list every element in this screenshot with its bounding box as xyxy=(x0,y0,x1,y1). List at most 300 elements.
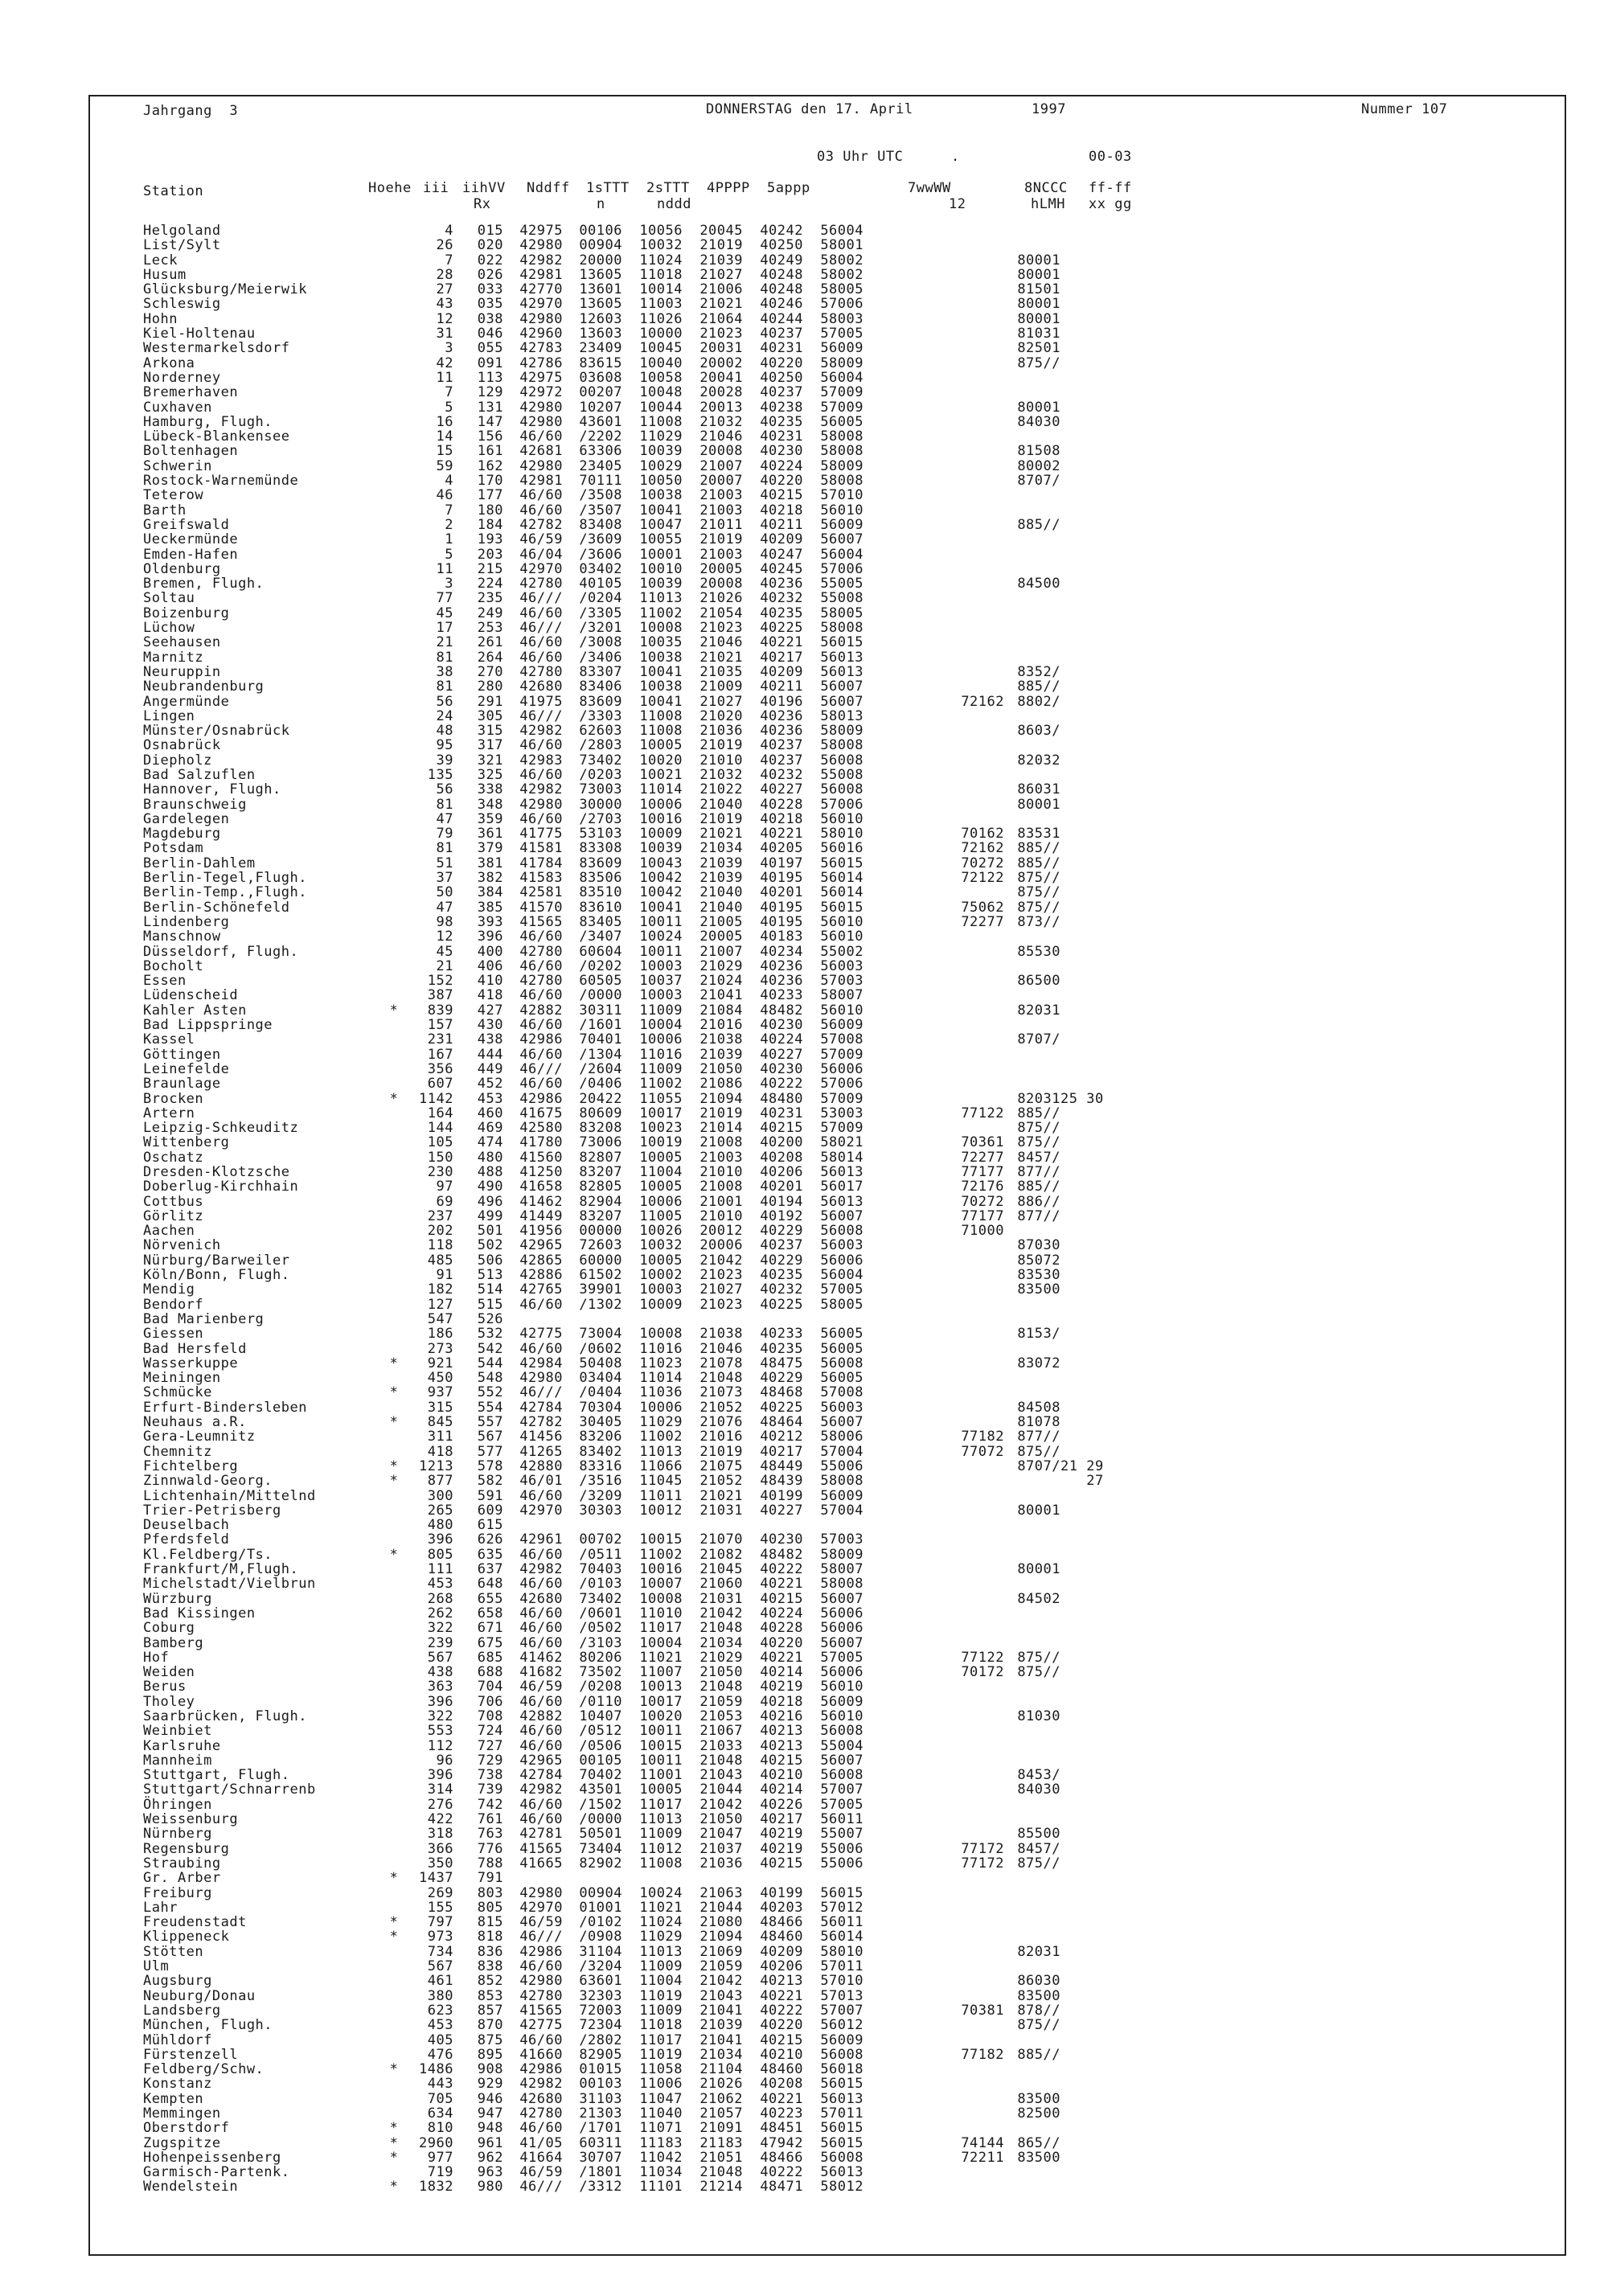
cloud-group xyxy=(1004,1915,1060,1929)
cloud-group xyxy=(1004,959,1060,974)
cloud-group: 886// xyxy=(1017,1193,1060,1210)
weather-group xyxy=(863,1782,1004,1797)
table-row xyxy=(143,1282,1125,1297)
station-index: 791 xyxy=(477,1870,503,1887)
temp-group: 11011 xyxy=(639,1487,683,1504)
weather-group xyxy=(863,238,1004,252)
temp-group: 10058 xyxy=(639,369,683,386)
col-5appp: 5appp xyxy=(767,180,810,196)
station-index: 742 xyxy=(477,1796,503,1813)
pressure-group: 40236 xyxy=(760,576,803,592)
station-index: 685 xyxy=(477,1649,503,1666)
iihvv-group: 42680 xyxy=(519,1590,563,1607)
iihvv-group: 41660 xyxy=(519,2046,563,2063)
gust-group xyxy=(1060,665,1125,679)
mountain-mark xyxy=(378,606,410,621)
cloud-group: 885// xyxy=(1017,679,1060,695)
nddff-group: 82904 xyxy=(579,1193,622,1210)
weather-group xyxy=(863,1518,1004,1532)
gust-group xyxy=(1060,341,1125,355)
station-name: Stuttgart/Schnarrenb xyxy=(143,1781,316,1798)
temp-group: 11040 xyxy=(639,2105,683,2122)
station-height: 623 xyxy=(427,2002,453,2019)
pressure-group: 40228 xyxy=(760,796,803,813)
table-row xyxy=(143,2003,1125,2018)
nddff-group: 53103 xyxy=(579,826,622,843)
weather-group: 74144 xyxy=(961,2134,1004,2151)
iihvv-group: 46/60 xyxy=(519,810,563,827)
weather-group xyxy=(863,2165,1004,2179)
dewpoint-group: 21007 xyxy=(699,943,743,960)
station-index: 015 xyxy=(477,223,503,239)
station-name: Wendelstein xyxy=(143,2179,239,2196)
nddff-group: 83402 xyxy=(579,1443,622,1460)
station-index: 838 xyxy=(477,1958,503,1975)
pressure-group: 48460 xyxy=(760,1929,803,1945)
tendency-group: 57005 xyxy=(820,1649,863,1666)
pressure-group: 40217 xyxy=(760,1443,803,1460)
tendency-group: 57004 xyxy=(820,1443,863,1460)
gust-group xyxy=(1060,1135,1125,1150)
cloud-group: 86030 xyxy=(1017,1973,1060,1990)
gust-group xyxy=(1060,812,1125,826)
cloud-group: 82501 xyxy=(1017,340,1060,357)
table-row xyxy=(143,1076,1125,1091)
temp-group: 10042 xyxy=(639,870,683,887)
station-name: Weinbiet xyxy=(143,1723,212,1740)
gust-group xyxy=(1060,1415,1125,1429)
tendency-group: 56008 xyxy=(820,2046,863,2063)
tendency-group: 56014 xyxy=(820,1929,863,1945)
mountain-mark xyxy=(378,974,410,988)
gust-group xyxy=(1060,253,1125,268)
dewpoint-group: 21046 xyxy=(699,428,743,445)
tendency-group: 57006 xyxy=(820,1076,863,1093)
gust-group xyxy=(1060,444,1125,458)
mountain-mark xyxy=(378,474,410,488)
gust-group xyxy=(1060,429,1125,444)
station-name: Bremen, Flugh. xyxy=(143,576,265,592)
station-index: 038 xyxy=(477,310,503,327)
cloud-group xyxy=(1004,1532,1060,1547)
gust-group xyxy=(1060,576,1125,591)
cloud-group: 877// xyxy=(1017,1164,1060,1180)
cloud-group: 83500 xyxy=(1017,2149,1060,2166)
temp-group: 11023 xyxy=(639,1355,683,1371)
station-height: 315 xyxy=(427,1399,453,1416)
gust-group xyxy=(1060,2077,1125,2091)
gust-group xyxy=(1060,2048,1125,2062)
cloud-group: 875// xyxy=(1017,1120,1060,1137)
nddff-group: 30303 xyxy=(579,1502,622,1519)
mountain-mark: * xyxy=(389,2120,399,2137)
gust-group xyxy=(1060,503,1125,518)
weather-group xyxy=(863,1798,1004,1812)
station-height: 2960 xyxy=(419,2134,453,2151)
station-index: 557 xyxy=(477,1414,503,1431)
tendency-group: 56015 xyxy=(820,855,863,871)
station-index: 836 xyxy=(477,1943,503,1960)
cloud-group xyxy=(1004,1695,1060,1709)
dewpoint-group: 21027 xyxy=(699,1281,743,1298)
tendency-group: 58007 xyxy=(820,1561,863,1578)
tendency-group: 56010 xyxy=(820,1708,863,1724)
dewpoint-group: 21214 xyxy=(699,2179,743,2196)
station-index: 548 xyxy=(477,1370,503,1387)
pressure-group: 40222 xyxy=(760,2164,803,2181)
temp-group: 10003 xyxy=(639,957,683,974)
tendency-group: 56010 xyxy=(820,502,863,519)
iihvv-group xyxy=(503,1312,563,1326)
station-name: Teterow xyxy=(143,487,204,504)
pressure-group: 48468 xyxy=(760,1384,803,1401)
tendency-group: 56010 xyxy=(820,929,863,945)
station-index: 224 xyxy=(477,576,503,592)
gust-group xyxy=(1060,371,1125,385)
station-index: 162 xyxy=(477,457,503,474)
cloud-group: 8352/ xyxy=(1017,663,1060,680)
nddff-group: 83207 xyxy=(579,1207,622,1224)
cloud-group xyxy=(1004,1679,1060,1694)
iihvv-group: 42970 xyxy=(519,1899,563,1916)
mountain-mark xyxy=(378,1312,410,1326)
station-index: 453 xyxy=(477,1090,503,1107)
cloud-group: 8453/ xyxy=(1017,1767,1060,1784)
tendency-group: 56007 xyxy=(820,1207,863,1224)
station-index: 393 xyxy=(477,913,503,930)
table-row xyxy=(143,1165,1125,1179)
weather-group xyxy=(863,1298,1004,1312)
station-index: 853 xyxy=(477,1987,503,2004)
nddff-group: 83308 xyxy=(579,840,622,857)
nddff-group: 83207 xyxy=(579,1164,622,1180)
temp-group: 11021 xyxy=(639,1649,683,1666)
table-row xyxy=(143,1798,1125,1812)
station-name: Bad Lippspringe xyxy=(143,1017,273,1034)
station-index: 379 xyxy=(477,840,503,857)
weather-group xyxy=(863,282,1004,297)
table-row xyxy=(143,1385,1125,1400)
weather-group xyxy=(863,341,1004,355)
pressure-group: 40223 xyxy=(760,2105,803,2122)
pressure-group: 40247 xyxy=(760,546,803,563)
gust-group xyxy=(1060,1445,1125,1459)
station-index: 615 xyxy=(477,1517,503,1534)
station-height: 42 xyxy=(436,355,453,371)
station-index: 480 xyxy=(477,1149,503,1166)
temp-group: 10019 xyxy=(639,1134,683,1151)
temp-group: 10004 xyxy=(639,1017,683,1034)
nddff-group: 83206 xyxy=(579,1429,622,1445)
iihvv-group: 46/// xyxy=(519,1060,563,1077)
gust-group xyxy=(1060,2179,1125,2194)
tendency-group: 56013 xyxy=(820,2090,863,2107)
weather-group: 70162 xyxy=(961,826,1004,843)
dewpoint-group: 21039 xyxy=(699,2017,743,2034)
weather-group: 72162 xyxy=(961,693,1004,710)
iihvv-group: 42970 xyxy=(519,296,563,313)
table-row xyxy=(143,1415,1125,1429)
weather-group xyxy=(863,488,1004,502)
pressure-group: 40215 xyxy=(760,1752,803,1769)
tendency-group: 56009 xyxy=(820,516,863,533)
gust-group xyxy=(1060,738,1125,752)
station-height: 56 xyxy=(436,781,453,798)
tendency-group: 56013 xyxy=(820,663,863,680)
station-name: Aachen xyxy=(143,1223,195,1240)
station-height: 422 xyxy=(427,1811,453,1828)
pressure-group: 40225 xyxy=(760,1399,803,1416)
temp-group: 10041 xyxy=(639,693,683,710)
weather-group xyxy=(863,444,1004,458)
gust-group xyxy=(1060,1224,1125,1238)
station-index: 532 xyxy=(477,1326,503,1343)
station-height: 4 xyxy=(445,473,453,490)
dewpoint-group: 21080 xyxy=(699,1914,743,1931)
pressure-group: 40215 xyxy=(760,1120,803,1137)
temp-group: 11002 xyxy=(639,1429,683,1445)
station-height: 231 xyxy=(427,1031,453,1048)
tendency-group: 58005 xyxy=(820,605,863,621)
iihvv-group: 46/60 xyxy=(519,487,563,504)
station-index: 704 xyxy=(477,1679,503,1695)
station-name: Kassel xyxy=(143,1031,195,1048)
station-index: 513 xyxy=(477,1267,503,1284)
weather-group xyxy=(863,371,1004,385)
tendency-group: 58021 xyxy=(820,1134,863,1151)
mountain-mark xyxy=(378,1827,410,1841)
weather-group xyxy=(863,518,1004,532)
dewpoint-group: 21036 xyxy=(699,1855,743,1872)
station-name: Bad Salzuflen xyxy=(143,766,256,783)
iihvv-group: 41665 xyxy=(519,1855,563,1872)
dewpoint-group: 21024 xyxy=(699,973,743,990)
weather-group: 77182 xyxy=(961,1429,1004,1445)
station-height: 553 xyxy=(427,1723,453,1740)
station-index: 305 xyxy=(477,707,503,724)
gust-group xyxy=(1060,1165,1125,1179)
station-name: Görlitz xyxy=(143,1207,204,1224)
iihvv-group: 46/60 xyxy=(519,1958,563,1975)
pressure-group: 40213 xyxy=(760,1973,803,1990)
temp-group: 10041 xyxy=(639,502,683,519)
station-name: Boltenhagen xyxy=(143,443,239,460)
dewpoint-group: 21021 xyxy=(699,649,743,666)
mountain-mark xyxy=(378,223,410,238)
station-index: 708 xyxy=(477,1708,503,1724)
gust-group xyxy=(1060,1695,1125,1709)
dewpoint-group: 21019 xyxy=(699,237,743,254)
nddff-group: /2802 xyxy=(579,2032,622,2048)
station-name: Stuttgart, Flugh. xyxy=(143,1767,290,1784)
nddff-group: /0404 xyxy=(579,1384,622,1401)
gust-group xyxy=(1060,1371,1125,1385)
station-index: 474 xyxy=(477,1134,503,1151)
gust-group xyxy=(1060,974,1125,988)
tendency-group: 56006 xyxy=(820,1664,863,1681)
cloud-group: 84030 xyxy=(1017,1781,1060,1798)
iihvv-group: 42960 xyxy=(519,326,563,342)
station-height: 300 xyxy=(427,1487,453,1504)
temp-group: 10055 xyxy=(639,531,683,548)
gust-group xyxy=(1060,1945,1125,1959)
gust-group: 21 29 xyxy=(1060,1458,1104,1474)
station-index: 361 xyxy=(477,826,503,843)
weather-group xyxy=(863,1282,1004,1297)
dewpoint-group: 21026 xyxy=(699,590,743,607)
tendency-group: 56010 xyxy=(820,913,863,930)
gust-group xyxy=(1060,606,1125,621)
gust-group xyxy=(1060,2018,1125,2032)
mountain-mark xyxy=(378,1665,410,1679)
table-row xyxy=(143,1048,1125,1062)
pressure-group: 40209 xyxy=(760,1943,803,1960)
iihvv-group: 46/60 xyxy=(519,1723,563,1740)
iihvv-group: 42782 xyxy=(519,1414,563,1431)
mountain-mark xyxy=(378,1798,410,1812)
station-index: 961 xyxy=(477,2134,503,2151)
table-row xyxy=(143,974,1125,988)
iihvv-group: 41784 xyxy=(519,855,563,871)
station-index: 506 xyxy=(477,1252,503,1269)
gust-group xyxy=(1060,2150,1125,2165)
pressure-group: 40224 xyxy=(760,1605,803,1622)
weather-group xyxy=(863,474,1004,488)
dewpoint-group: 21073 xyxy=(699,1384,743,1401)
cloud-group xyxy=(1004,532,1060,547)
mountain-mark xyxy=(378,1253,410,1268)
gust-group xyxy=(1060,1886,1125,1900)
iihvv-group: 41664 xyxy=(519,2149,563,2166)
weather-group xyxy=(863,223,1004,238)
dewpoint-group: 21050 xyxy=(699,1811,743,1828)
pressure-group: 40225 xyxy=(760,1296,803,1313)
station-name: Soltau xyxy=(143,590,195,607)
weather-group: 77122 xyxy=(961,1649,1004,1666)
pressure-group: 48482 xyxy=(760,1002,803,1019)
iihvv-group: 42982 xyxy=(519,1561,563,1578)
table-row xyxy=(143,1974,1125,1988)
temp-group: 11016 xyxy=(639,1046,683,1063)
nddff-group: /3201 xyxy=(579,620,622,637)
table-row xyxy=(143,341,1125,355)
table-row xyxy=(143,429,1125,444)
cloud-group: 873// xyxy=(1017,913,1060,930)
temp-group: 11183 xyxy=(639,2134,683,2151)
mountain-mark xyxy=(378,812,410,826)
mountain-mark xyxy=(378,1076,410,1091)
tendency-group: 56005 xyxy=(820,1340,863,1357)
station-index: 658 xyxy=(477,1605,503,1622)
station-height: 356 xyxy=(427,1060,453,1077)
tendency-group: 56005 xyxy=(820,1326,863,1343)
cloud-group: 875// xyxy=(1017,1664,1060,1681)
iihvv-group: 46/60 xyxy=(519,428,563,445)
gust-group xyxy=(1060,1842,1125,1856)
tendency-group: 56005 xyxy=(820,413,863,430)
station-name: Michelstadt/Vielbrun xyxy=(143,1576,316,1593)
nddff-group: /0203 xyxy=(579,766,622,783)
tendency-group: 57011 xyxy=(820,1958,863,1975)
table-row xyxy=(143,459,1125,474)
temp-group xyxy=(622,1518,683,1532)
pressure-group: 40195 xyxy=(760,913,803,930)
station-height: 480 xyxy=(427,1517,453,1534)
temp-group: 10012 xyxy=(639,1502,683,1519)
pressure-group: 40221 xyxy=(760,634,803,651)
temp-group: 11017 xyxy=(639,2032,683,2048)
nddff-group: 83405 xyxy=(579,913,622,930)
tendency-group: 58002 xyxy=(820,252,863,269)
mountain-mark xyxy=(378,1695,410,1709)
pressure-group: 40219 xyxy=(760,1840,803,1857)
nddff-group: 82807 xyxy=(579,1149,622,1166)
dewpoint-group: 21022 xyxy=(699,781,743,798)
weather-group xyxy=(863,1739,1004,1753)
station-height: 37 xyxy=(436,870,453,887)
dewpoint-group: 21019 xyxy=(699,737,743,754)
pressure-group: 40199 xyxy=(760,1884,803,1901)
table-row xyxy=(143,2136,1125,2150)
pressure-group: 40206 xyxy=(760,1958,803,1975)
dewpoint-group: 21042 xyxy=(699,1252,743,1269)
tendency-group: 56006 xyxy=(820,1252,863,1269)
temp-group: 10017 xyxy=(639,1693,683,1710)
iihvv-group: 42982 xyxy=(519,781,563,798)
pressure-group: 40248 xyxy=(760,281,803,298)
pressure-group: 40219 xyxy=(760,1679,803,1695)
pressure-group: 40238 xyxy=(760,399,803,416)
station-index: 948 xyxy=(477,2120,503,2137)
station-height: 734 xyxy=(427,1943,453,1960)
station-name: Gera-Leumnitz xyxy=(143,1429,256,1445)
table-row xyxy=(143,1400,1125,1415)
gust-group xyxy=(1060,1003,1125,1018)
gust-group xyxy=(1060,1782,1125,1797)
temp-group: 10035 xyxy=(639,634,683,651)
dewpoint-group: 21038 xyxy=(699,1031,743,1048)
station-name: Trier-Petrisberg xyxy=(143,1502,281,1519)
weather-group xyxy=(863,2033,1004,2048)
gust-group xyxy=(1060,518,1125,532)
tendency-group: 57005 xyxy=(820,1281,863,1298)
mountain-mark xyxy=(378,2018,410,2032)
cloud-group xyxy=(1004,2165,1060,2179)
station-height: 276 xyxy=(427,1796,453,1813)
dewpoint-group: 21036 xyxy=(699,723,743,740)
temp-group: 11029 xyxy=(639,428,683,445)
iihvv-group: 42770 xyxy=(519,281,563,298)
table-row xyxy=(143,1003,1125,1018)
table-row xyxy=(143,768,1125,782)
mountain-mark xyxy=(378,1709,410,1724)
station-height: 12 xyxy=(436,310,453,327)
cloud-group: 80001 xyxy=(1017,310,1060,327)
mountain-mark xyxy=(378,1959,410,1974)
station-height: 461 xyxy=(427,1973,453,1990)
weather-group xyxy=(863,1400,1004,1415)
station-name: Bad Hersfeld xyxy=(143,1340,247,1357)
weather-group xyxy=(863,400,1004,415)
iihvv-group: 41956 xyxy=(519,1223,563,1240)
cloud-group xyxy=(1004,238,1060,252)
tendency-group: 57003 xyxy=(820,1531,863,1548)
mountain-mark: * xyxy=(389,1929,399,1945)
dewpoint-group: 21037 xyxy=(699,1840,743,1857)
station-height: 135 xyxy=(427,766,453,783)
station-height: 2 xyxy=(445,516,453,533)
tendency-group: 56007 xyxy=(820,679,863,695)
